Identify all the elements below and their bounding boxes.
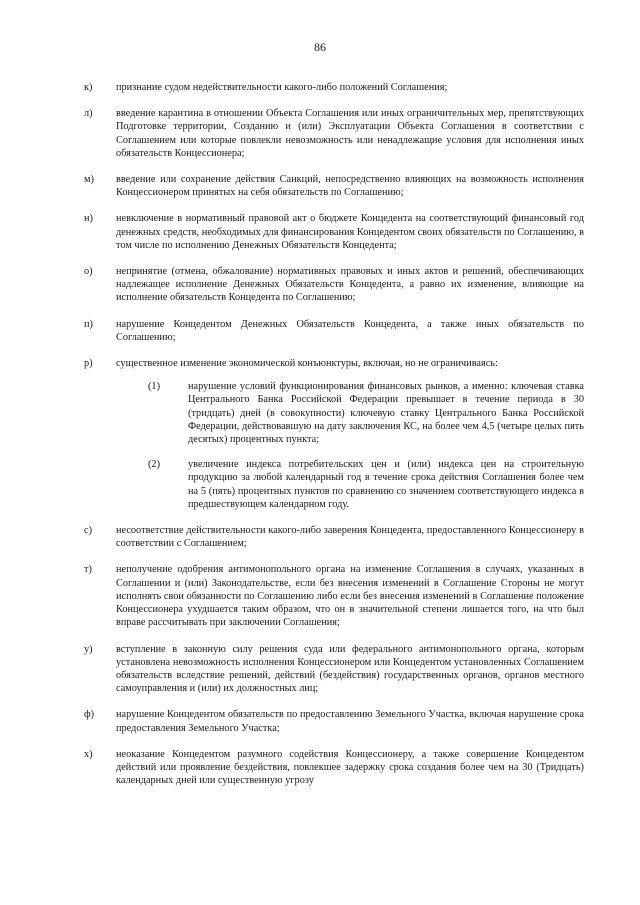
clause-marker: п): [84, 318, 93, 330]
subclause-2: [148, 458, 584, 511]
subclause-marker: (2): [148, 459, 161, 471]
clause-t: [84, 563, 584, 629]
clause-f: [84, 708, 584, 734]
clause-r: [84, 357, 584, 511]
page-number: 86: [314, 40, 326, 54]
clause-m: [84, 173, 584, 199]
clause-kh: [84, 748, 584, 788]
clause-text: неоказание Концедентом разумного содействия Концессионеру, а также совершение Концедентом действий или проявление бездействия, повлекшее задержку срока создания более чем на 30 (Тридцать) календарных дней или существенную угрозу: [116, 748, 584, 787]
subclause-1: [148, 380, 584, 446]
clause-marker: х): [84, 748, 93, 760]
clause-marker: ф): [84, 709, 95, 721]
clause-marker: л): [84, 108, 93, 120]
subclause-marker: (1): [148, 381, 161, 393]
clause-text: невключение в нормативный правовой акт о бюджете Концедента на соответствующий финансовый год денежных средств, необходимых для финансирования Концедентом своих обязательств по Соглашению, в том числе по исполнению Денежных Обязательств Концедента;: [116, 213, 584, 251]
clause-l: [84, 107, 584, 160]
clause-text: вступление в законную силу решения суда или федерального антимонопольного органа, которым установлена невозможность исполнения Концессионером или Концедентом установленных Соглашением обязательств вследствие решений, действий (бездействия) государственных органов, органов местного самоуправления и (или) их должностных лиц;: [116, 643, 584, 695]
subclause-text: нарушение условий функционирования финансовых рынков, а именно: ключевая ставка Центрального Банка Российской Федерации превышает в течение периода в 30 (тридцать) дней (в совокупности) ключевую ставку Центрального Банка Российской Федерации, действовавшую на дату заключения КС, на более чем 4,5 (четыре целых пять десятых) процентных пункта;: [188, 381, 584, 446]
clause-s: [84, 524, 584, 550]
clause-text: введение карантина в отношении Объекта Соглашения или иных ограничительных мер, препятствующих Подготовке территории, Созданию и (или) Эксплуатации Объекта Соглашения в соответствии с Соглашением или которые повлекли невозможность или ненадлежащие условия для исполнения иных обязательств Концессионера;: [116, 108, 584, 159]
clause-o: [84, 265, 584, 305]
clause-n: [84, 212, 584, 252]
clause-text: непринятие (отмена, обжалование) нормативных правовых и иных актов и решений, обеспечивающих надлежащее исполнение Денежных Обязательств Концедента, а равно их изменение, влияющие на исполнение обязательств Концедента по Соглашению;: [116, 266, 584, 304]
clause-text: признание судом недействительности какого-либо положений Соглашения;: [116, 82, 448, 93]
clause-marker: к): [84, 82, 93, 93]
clause-text: неполучение одобрения антимонопольного органа на изменение Соглашения в случаях, указанных в Соглашении и (или) Законодательстве, если без внесения изменений в Соглашение Стороны не могут исполнять свои обязанности по Соглашению либо если без внесения изменений в Соглашение положение Концессионера ухудшается таким образом, что он в значительной степени лишается того, на что был вправе рассчитывать при заключении Соглашения;: [116, 564, 584, 629]
clause-marker: с): [84, 525, 92, 537]
clause-text: нарушение Концедентом обязательств по предоставлению Земельного Участка, включая нарушение срока предоставления Земельного Участка;: [116, 709, 584, 734]
clause-p: [84, 318, 584, 344]
clause-text: нарушение Концедентом Денежных Обязательств Концедента, а также иных обязательств по Соглашению;: [116, 318, 584, 343]
clause-marker: р): [84, 358, 93, 370]
clause-marker: н): [84, 213, 93, 225]
clause-text: несоответствие действительности какого-либо заверения Концедента, предоставленного Концессионеру в соответствии с Соглашением;: [116, 525, 584, 550]
clause-u: [84, 643, 584, 696]
clause-text: введение или сохранение действия Санкций, непосредственно влияющих на возможность исполнения Концессионером принятых на себя обязательств по Соглашению;: [116, 174, 584, 199]
clause-marker: т): [84, 564, 92, 576]
clause-marker: у): [84, 643, 93, 655]
clause-text: существенное изменение экономической конъюнктуры, включая, но не ограничиваясь:: [116, 358, 498, 370]
clause-marker: м): [84, 174, 94, 186]
clause-k: [84, 81, 584, 94]
subclause-text: увеличение индекса потребительских цен и (или) индекса цен на строительную продукцию за любой календарный год в течение срока действия Соглашения более чем на 5 (пять) процентных пунктов по сравнению со значением соответствующего индекса в предшествующем календарном году.: [188, 459, 584, 510]
clause-marker: о): [84, 266, 93, 278]
